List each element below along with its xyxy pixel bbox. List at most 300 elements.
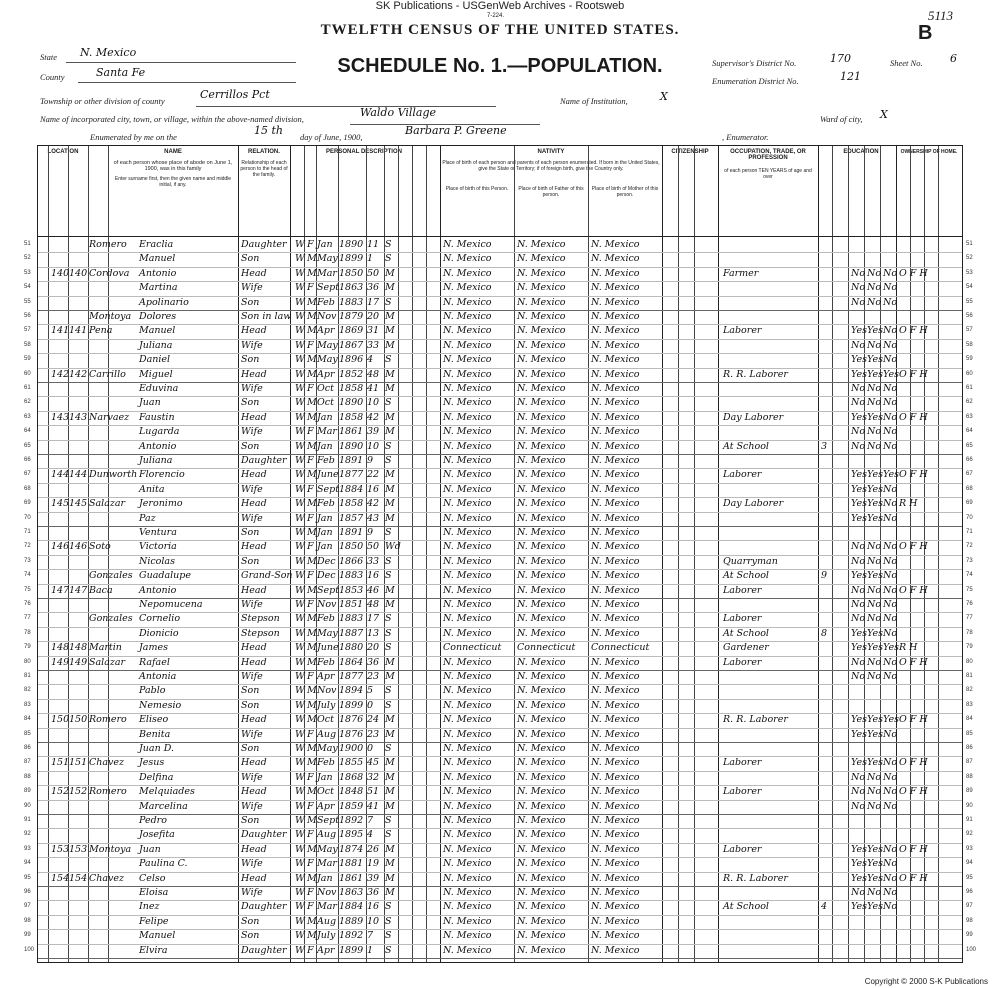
cell-month: Apr	[317, 944, 335, 956]
cell-year: 1891	[339, 527, 364, 538]
birth-father-head: Place of birth of Father of this person.	[518, 186, 584, 198]
line-number: 59	[24, 356, 31, 363]
township-label: Township or other division of county	[40, 96, 165, 106]
cell-occupation: R. R. Laborer	[723, 872, 788, 884]
cell-occupation: Farmer	[723, 267, 759, 279]
line-number-right: 75	[966, 586, 973, 593]
cell-relation: Head	[241, 656, 267, 668]
cell-given: Nicolas	[139, 555, 175, 567]
cell-mother-birth: N. Mexico	[591, 541, 640, 553]
cell-dwelling: 144	[51, 469, 70, 481]
line-number-right: 82	[966, 687, 973, 694]
cell-occupation: At School	[723, 440, 769, 452]
cell-birth: N. Mexico	[443, 786, 492, 798]
cell-year: 1884	[339, 901, 364, 913]
cell-mother-birth: N. Mexico	[591, 872, 640, 884]
cell-write: Yes	[867, 728, 883, 740]
cell-relation: Wife	[241, 383, 263, 394]
cell-english: No	[883, 426, 898, 438]
cell-mother-birth: N. Mexico	[591, 714, 640, 726]
cell-given: Guadalupe	[139, 570, 191, 582]
cell-english: No	[883, 613, 898, 625]
cell-color: W	[295, 397, 305, 409]
cell-own: O F H	[899, 469, 928, 481]
cell-age: 46	[367, 584, 380, 596]
cell-sex: M	[307, 627, 317, 639]
cell-family: 151	[69, 757, 88, 769]
cell-age: 20	[367, 642, 380, 654]
cell-birth: N. Mexico	[443, 915, 492, 927]
cell-english: No	[883, 267, 898, 279]
cell-month: July	[317, 930, 336, 942]
cell-relation: Stepson	[241, 627, 280, 639]
cell-month: Feb	[317, 455, 335, 466]
cell-father-birth: N. Mexico	[517, 411, 566, 423]
cell-birth: N. Mexico	[443, 887, 492, 898]
cell-father-birth: N. Mexico	[517, 685, 566, 697]
group-name: NAME	[164, 149, 182, 155]
cell-sex: M	[307, 555, 317, 567]
cell-write: No	[867, 800, 882, 812]
cell-father-birth: N. Mexico	[517, 253, 566, 265]
cell-marital: S	[385, 901, 392, 913]
cell-marital: S	[385, 915, 392, 927]
cell-month: Oct	[317, 714, 334, 726]
cell-mother-birth: N. Mexico	[591, 815, 640, 826]
cell-relation: Daughter	[241, 829, 287, 841]
cell-marital: S	[385, 455, 392, 466]
cell-sex: M	[307, 685, 317, 697]
cell-mother-birth: N. Mexico	[591, 771, 640, 783]
cell-family: 154	[69, 872, 88, 884]
cell-dwelling: 149	[51, 656, 70, 668]
line-number-right: 70	[966, 514, 973, 521]
cell-month: Oct	[317, 383, 334, 394]
cell-month: July	[317, 699, 336, 711]
page-number: 5113	[928, 8, 954, 23]
cell-marital: M	[385, 411, 395, 423]
township-underline	[196, 106, 496, 107]
cell-year: 1861	[339, 426, 364, 438]
line-number-right: 91	[966, 817, 973, 823]
line-number: 99	[24, 932, 31, 939]
cell-birth: N. Mexico	[443, 555, 492, 567]
cell-color: W	[295, 354, 305, 366]
cell-color: W	[295, 627, 305, 639]
cell-color: W	[295, 599, 305, 610]
cell-age: 22	[367, 469, 380, 481]
cell-given: Pablo	[139, 685, 166, 697]
cell-english: No	[883, 354, 898, 366]
cell-given: Delfina	[139, 771, 174, 783]
cell-given: Daniel	[139, 354, 171, 366]
cell-read: Yes	[851, 512, 867, 524]
cell-age: 42	[367, 498, 380, 510]
cell-color: W	[295, 325, 305, 337]
cell-write: Yes	[867, 483, 883, 495]
cell-year: 1883	[339, 570, 364, 582]
cell-relation: Son	[241, 930, 260, 942]
line-number: 52	[24, 255, 31, 262]
line-number-right: 72	[966, 543, 973, 550]
cell-relation: Son in law	[241, 311, 292, 322]
cell-month: Sept	[317, 584, 340, 596]
cell-occupation: Laborer	[723, 325, 762, 337]
line-number: 64	[24, 428, 31, 435]
cell-dwelling: 152	[51, 786, 70, 798]
cell-surname: Martin	[89, 642, 122, 654]
line-number: 63	[24, 413, 31, 420]
cell-color: W	[295, 527, 305, 538]
occupation-description: of each person TEN YEARS of age and over	[724, 168, 812, 180]
birth-mother-head: Place of birth of Mother of this person.	[591, 186, 659, 198]
line-number: 56	[24, 313, 31, 319]
cell-relation: Head	[241, 714, 267, 726]
cell-month: Nov	[317, 685, 337, 697]
cell-month: May	[317, 743, 338, 754]
cell-dwelling: 140	[51, 267, 70, 279]
cell-family: 144	[69, 469, 88, 481]
cell-english: No	[883, 555, 898, 567]
cell-surname: Pena	[89, 325, 113, 337]
group-citizenship: CITIZENSHIP	[671, 149, 709, 155]
cell-marital: S	[385, 239, 392, 250]
cell-sex: M	[307, 872, 317, 884]
cell-year: 1863	[339, 282, 364, 294]
cell-school: 9	[821, 570, 828, 582]
cell-write: No	[867, 613, 882, 625]
cell-father-birth: N. Mexico	[517, 858, 566, 870]
cell-year: 1867	[339, 339, 364, 351]
cell-month: Jan	[317, 527, 333, 538]
cell-marital: S	[385, 440, 392, 452]
cell-sex: F	[307, 671, 314, 682]
cell-mother-birth: N. Mexico	[591, 743, 640, 754]
cell-month: Jan	[317, 512, 333, 524]
cell-year: 1899	[339, 699, 364, 711]
cell-relation: Son	[241, 397, 260, 409]
enumeration-label: Enumeration District No.	[712, 76, 799, 86]
enumerator-label: , Enumerator.	[722, 132, 769, 142]
county-underline	[78, 82, 296, 83]
cell-mother-birth: N. Mexico	[591, 843, 640, 855]
line-number-right: 69	[966, 500, 973, 507]
cell-year: 1864	[339, 656, 364, 668]
cell-mother-birth: Connecticut	[591, 642, 650, 654]
cell-month: Jan	[317, 541, 333, 553]
cell-given: Manuel	[139, 930, 176, 942]
cell-occupation: Laborer	[723, 584, 762, 596]
cell-father-birth: N. Mexico	[517, 339, 566, 351]
line-number: 75	[24, 586, 31, 593]
cell-read: Yes	[851, 570, 867, 582]
ward-value: X	[880, 108, 888, 121]
cell-english: No	[883, 541, 898, 553]
cell-read: Yes	[851, 757, 867, 769]
cell-birth: N. Mexico	[443, 685, 492, 697]
cell-month: Mar	[317, 858, 337, 870]
cell-sex: M	[307, 267, 317, 279]
line-number-right: 78	[966, 629, 973, 636]
line-number: 85	[24, 730, 31, 737]
cell-age: 10	[367, 915, 380, 927]
cell-write: No	[867, 397, 882, 409]
cell-age: 7	[367, 815, 374, 826]
line-number-right: 74	[966, 572, 973, 579]
cell-english: No	[883, 339, 898, 351]
cell-dwelling: 151	[51, 757, 70, 769]
line-number-right: 95	[966, 874, 973, 881]
line-number-right: 54	[966, 284, 973, 291]
cell-dwelling: 147	[51, 584, 70, 596]
line-number-right: 90	[966, 802, 973, 809]
cell-marital: M	[385, 282, 395, 294]
cell-marital: S	[385, 815, 392, 826]
cell-given: Manuel	[139, 253, 176, 265]
cell-year: 1883	[339, 613, 364, 625]
cell-sex: F	[307, 771, 314, 783]
cell-given: Josefita	[139, 829, 175, 841]
cell-mother-birth: N. Mexico	[591, 915, 640, 927]
cell-birth: Connecticut	[443, 642, 502, 654]
cell-birth: N. Mexico	[443, 901, 492, 913]
line-number: 96	[24, 889, 31, 895]
cell-father-birth: N. Mexico	[517, 282, 566, 294]
cell-mother-birth: N. Mexico	[591, 829, 640, 841]
cell-year: 1848	[339, 786, 364, 798]
sheet-label: Sheet No.	[890, 58, 923, 68]
cell-family: 152	[69, 786, 88, 798]
cell-month: Jan	[317, 239, 333, 250]
sheet-value: 6	[950, 52, 957, 65]
line-number: 54	[24, 284, 31, 291]
line-number: 72	[24, 543, 31, 550]
cell-birth: N. Mexico	[443, 325, 492, 337]
cell-given: Nemesio	[139, 699, 182, 711]
cell-relation: Wife	[241, 426, 263, 438]
cell-write: Yes	[867, 354, 883, 366]
cell-mother-birth: N. Mexico	[591, 296, 640, 308]
cell-dwelling: 145	[51, 498, 70, 510]
cell-english: Yes	[883, 469, 899, 481]
cell-relation: Head	[241, 325, 267, 337]
cell-birth: N. Mexico	[443, 339, 492, 351]
cell-year: 1877	[339, 671, 364, 682]
line-number-right: 100	[966, 946, 977, 953]
cell-given: Cornelio	[139, 613, 181, 625]
cell-own: R H	[899, 642, 918, 654]
nativity-description: Place of birth of each person and parents of each person enumerated. If born in the United States, give the State or Territory; if of foreign birth, give the Country only.	[442, 160, 660, 172]
cell-year: 1890	[339, 397, 364, 409]
cell-year: 1883	[339, 296, 364, 308]
cell-relation: Daughter	[241, 455, 287, 466]
cell-color: W	[295, 483, 305, 495]
cell-father-birth: N. Mexico	[517, 944, 566, 956]
cell-write: Yes	[867, 714, 883, 726]
cell-surname: Baca	[89, 584, 113, 596]
cell-age: 41	[367, 383, 380, 394]
cell-birth: N. Mexico	[443, 671, 492, 682]
cell-month: Aug	[317, 915, 337, 927]
cell-year: 1899	[339, 253, 364, 265]
cell-marital: S	[385, 296, 392, 308]
line-number-right: 71	[966, 529, 973, 535]
cell-given: Lugarda	[139, 426, 180, 438]
copyright: Copyright © 2000 S-K Publications	[864, 977, 988, 986]
line-number: 70	[24, 514, 31, 521]
cell-color: W	[295, 239, 305, 250]
enumerator-name: Barbara P. Greene	[405, 124, 507, 137]
cell-english: No	[883, 901, 898, 913]
cell-year: 1850	[339, 541, 364, 553]
cell-year: 1869	[339, 325, 364, 337]
cell-month: Nov	[317, 887, 337, 898]
cell-father-birth: N. Mexico	[517, 455, 566, 466]
cell-mother-birth: N. Mexico	[591, 901, 640, 913]
cell-year: 1879	[339, 311, 364, 322]
cell-color: W	[295, 915, 305, 927]
cell-age: 48	[367, 599, 380, 610]
cell-color: W	[295, 642, 305, 654]
cell-given: Melquiades	[139, 786, 195, 798]
cell-write: Yes	[867, 858, 883, 870]
cell-surname: Gonzales	[89, 613, 133, 625]
cell-write: No	[867, 584, 882, 596]
census-title: TWELFTH CENSUS OF THE UNITED STATES.	[320, 22, 680, 38]
cell-relation: Son	[241, 354, 260, 366]
cell-mother-birth: N. Mexico	[591, 671, 640, 682]
cell-sex: M	[307, 584, 317, 596]
cell-year: 1853	[339, 584, 364, 596]
cell-sex: F	[307, 570, 314, 582]
cell-given: Dolores	[139, 311, 177, 322]
cell-color: W	[295, 368, 305, 380]
line-number: 100	[24, 946, 35, 953]
line-number-right: 66	[966, 457, 973, 463]
cell-surname: Gonzales	[89, 570, 133, 582]
cell-sex: M	[307, 714, 317, 726]
cell-month: May	[317, 627, 338, 639]
cell-marital: S	[385, 699, 392, 711]
cell-father-birth: N. Mexico	[517, 613, 566, 625]
cell-write: No	[867, 267, 882, 279]
line-number-right: 61	[966, 385, 973, 391]
cell-family: 143	[69, 411, 88, 423]
cell-read: Yes	[851, 872, 867, 884]
line-number-right: 94	[966, 860, 973, 867]
cell-sex: M	[307, 411, 317, 423]
line-number: 74	[24, 572, 31, 579]
cell-year: 1858	[339, 498, 364, 510]
cell-given: Miguel	[139, 368, 173, 380]
cell-year: 1876	[339, 728, 364, 740]
cell-read: No	[851, 656, 866, 668]
cell-age: 4	[367, 829, 374, 841]
cell-age: 39	[367, 426, 380, 438]
cell-relation: Daughter	[241, 239, 287, 250]
cell-own: O F H	[899, 843, 928, 855]
cell-given: Jeronimo	[139, 498, 183, 510]
cell-father-birth: N. Mexico	[517, 498, 566, 510]
form-number: 7-224.	[487, 13, 505, 19]
cell-given: Nepomucena	[139, 599, 203, 610]
cell-english: No	[883, 397, 898, 409]
cell-marital: M	[385, 383, 395, 394]
cell-mother-birth: N. Mexico	[591, 455, 640, 466]
cell-given: Paulina C.	[139, 858, 188, 870]
cell-relation: Wife	[241, 887, 263, 898]
cell-relation: Head	[241, 786, 267, 798]
cell-read: Yes	[851, 368, 867, 380]
cell-english: No	[883, 771, 898, 783]
line-number: 78	[24, 629, 31, 636]
cell-father-birth: N. Mexico	[517, 656, 566, 668]
cell-marital: S	[385, 685, 392, 697]
cell-birth: N. Mexico	[443, 368, 492, 380]
cell-family: 140	[69, 267, 88, 279]
cell-own: O F H	[899, 325, 928, 337]
cell-school: 4	[821, 901, 828, 913]
cell-father-birth: N. Mexico	[517, 512, 566, 524]
cell-marital: M	[385, 498, 395, 510]
cell-relation: Daughter	[241, 901, 287, 913]
cell-sex: M	[307, 498, 317, 510]
cell-sex: M	[307, 354, 317, 366]
cell-marital: M	[385, 728, 395, 740]
cell-birth: N. Mexico	[443, 469, 492, 481]
cell-surname: Chavez	[89, 757, 125, 769]
cell-year: 1881	[339, 858, 364, 870]
cell-father-birth: N. Mexico	[517, 383, 566, 394]
cell-father-birth: N. Mexico	[517, 901, 566, 913]
line-number-right: 89	[966, 788, 973, 795]
cell-sex: M	[307, 397, 317, 409]
cell-color: W	[295, 656, 305, 668]
line-number: 73	[24, 557, 31, 564]
cell-sex: M	[307, 469, 317, 481]
cell-birth: N. Mexico	[443, 872, 492, 884]
cell-birth: N. Mexico	[443, 829, 492, 841]
cell-surname: Dunworth	[89, 469, 138, 481]
cell-color: W	[295, 786, 305, 798]
cell-occupation: At School	[723, 627, 769, 639]
cell-year: 1890	[339, 440, 364, 452]
line-number-right: 97	[966, 903, 973, 910]
line-number: 61	[24, 385, 31, 391]
cell-color: W	[295, 887, 305, 898]
cell-sex: M	[307, 613, 317, 625]
cell-read: Yes	[851, 728, 867, 740]
cell-birth: N. Mexico	[443, 627, 492, 639]
line-number-right: 53	[966, 269, 973, 276]
cell-given: Felipe	[139, 915, 169, 927]
cell-marital: Wd	[385, 541, 401, 553]
cell-english: No	[883, 440, 898, 452]
line-number-right: 81	[966, 673, 973, 679]
line-number-right: 52	[966, 255, 973, 262]
cell-marital: M	[385, 771, 395, 783]
cell-dwelling: 154	[51, 872, 70, 884]
cell-birth: N. Mexico	[443, 930, 492, 942]
cell-color: W	[295, 311, 305, 322]
cell-school: 3	[821, 440, 828, 452]
cell-father-birth: N. Mexico	[517, 829, 566, 841]
group-nativity: NATIVITY	[537, 149, 565, 155]
cell-own: R H	[899, 498, 918, 510]
cell-age: 31	[367, 325, 380, 337]
cell-year: 1892	[339, 815, 364, 826]
cell-year: 1892	[339, 930, 364, 942]
